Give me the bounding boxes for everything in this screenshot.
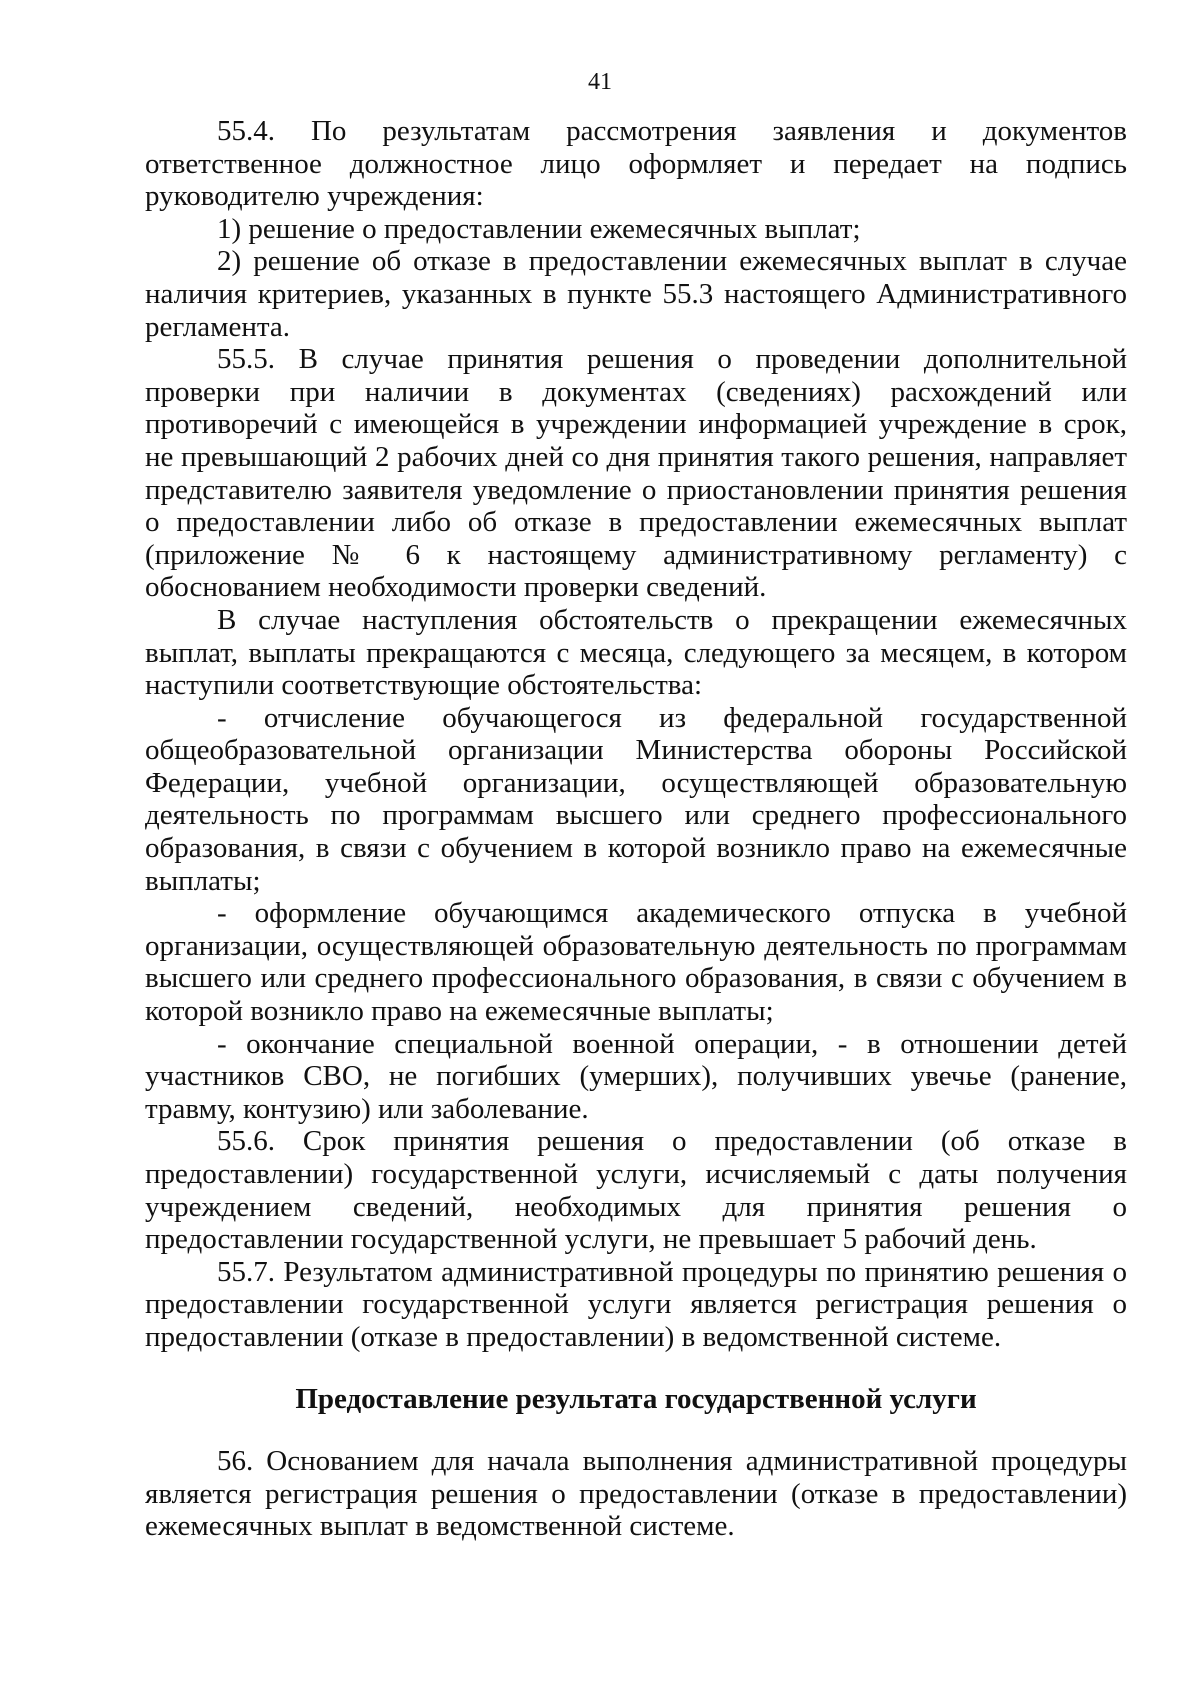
- document-body: [145, 115, 1127, 1543]
- paragraph-55-5: 55.5. В случае принятия решения о проведении дополнительной проверки при наличии в документах (сведениях) расхождений или противоречий с имеющейся в учреждении информацией учреждение в срок, не превышающий 2 рабочих дней со дня принятия такого решения, направляет представителю заявителя уведомление о приостановлении принятия решения о предоставлении либо об отказе в предоставлении ежемесячных выплат (приложение № 6 к настоящему административному регламенту) с обоснованием необходимости проверки сведений.: [145, 343, 1127, 604]
- paragraph-termination-circumstances: В случае наступления обстоятельств о прекращении ежемесячных выплат, выплаты прекращаются с месяца, следующего за месяцем, в котором наступили соответствующие обстоятельства:: [145, 603, 1127, 702]
- bullet-end-of-operation: - окончание специальной военной операции, - в отношении детей участников СВО, не погибших (умерших), получивших увечье (ранение, травму, контузию) или заболевание.: [145, 1027, 1127, 1125]
- paragraph-55-7: 55.7. Результатом административной процедуры по принятию решения о предоставлении государственной услуги является регистрация решения о предоставлении (отказе в предоставлении) в ведомственной системе.: [145, 1255, 1127, 1353]
- list-item-decision-refuse: 2) решение об отказе в предоставлении ежемесячных выплат в случае наличия критериев, указанных в пункте 55.3 настоящего Административного регламента.: [145, 245, 1127, 343]
- paragraph-56: 56. Основанием для начала выполнения административной процедуры является регистрация решения о предоставлении (отказе в предоставлении) ежемесячных выплат в ведомственной системе.: [145, 1445, 1127, 1543]
- page-number: 41: [588, 69, 612, 95]
- section-heading: Предоставление результата государственной услуги: [295, 1382, 977, 1415]
- bullet-academic-leave: - оформление обучающимся академического отпуска в учебной организации, осуществляющей образовательную деятельность по программам высшего или среднего профессионального образования, в связи с обучением в которой возникло право на ежемесячные выплаты;: [145, 897, 1127, 1028]
- list-item-decision-grant: 1) решение о предоставлении ежемесячных выплат;: [217, 212, 861, 245]
- bullet-expulsion: - отчисление обучающегося из федеральной государственной общеобразовательной организации Министерства обороны Российской Федерации, учебной организации, осуществляющей образовательную деятельность по программам высшего или среднего профессионального образования, в связи с обучением в которой возникло право на ежемесячные выплаты;: [145, 701, 1127, 897]
- paragraph-55-6: 55.6. Срок принятия решения о предоставлении (об отказе в предоставлении) государственной услуги, исчисляемый с даты получения учреждением сведений, необходимых для принятия решения о предоставлении государственной услуги, не превышает 5 рабочий день.: [145, 1125, 1127, 1256]
- paragraph-55-4: 55.4. По результатам рассмотрения заявления и документов ответственное должностное лицо оформляет и передает на подпись руководителю учреждения:: [145, 115, 1127, 213]
